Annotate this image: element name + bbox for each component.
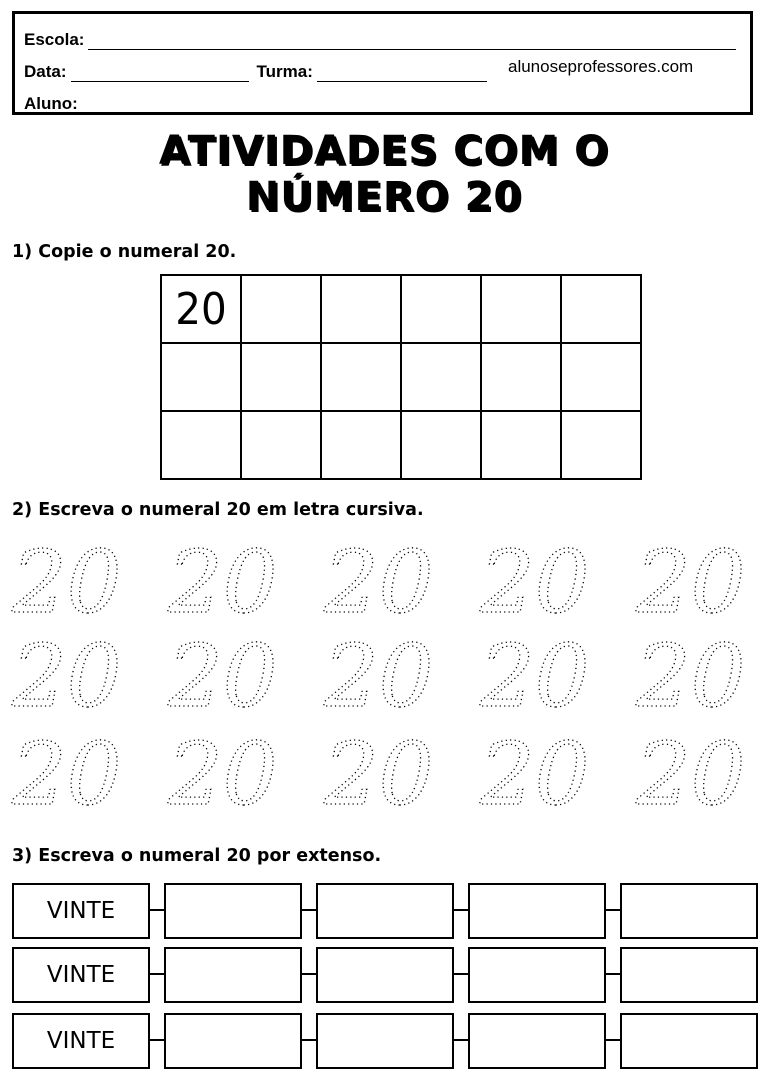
tracing-numeral: 20: [480, 533, 590, 633]
grid-row: [161, 411, 641, 479]
grid-row: [161, 343, 641, 411]
blank-box[interactable]: [620, 947, 758, 1003]
grid-cell[interactable]: [481, 411, 561, 479]
question-1: 1) Copie o numeral 20.: [12, 242, 237, 262]
grid-row: [161, 275, 641, 343]
grid-cell-model: [161, 275, 241, 343]
tracing-numeral: 20: [324, 533, 434, 633]
grid-cell[interactable]: [561, 411, 641, 479]
tracing-svg: [0, 530, 768, 820]
data-field[interactable]: [71, 67, 249, 82]
grid-cell[interactable]: [401, 411, 481, 479]
grid-cell[interactable]: [241, 275, 321, 343]
tracing-numeral: 20: [12, 627, 122, 727]
data-label: Data:: [24, 62, 67, 81]
grid-cell[interactable]: [161, 343, 241, 411]
grid-cell[interactable]: [561, 343, 641, 411]
connector: [454, 1039, 468, 1041]
grid-cell[interactable]: [241, 343, 321, 411]
blank-box[interactable]: [620, 1013, 758, 1069]
extenso-row: [12, 883, 758, 937]
aluno-label: Aluno:: [24, 94, 78, 113]
page-title: [0, 128, 768, 220]
grid-cell[interactable]: [401, 343, 481, 411]
escola-row: [24, 26, 736, 50]
connector: [150, 909, 164, 911]
turma-label: Turma:: [256, 62, 313, 81]
blank-box[interactable]: [316, 947, 454, 1003]
tracing-numeral: 20: [480, 627, 590, 727]
connector: [606, 1039, 620, 1041]
connector: [302, 1039, 316, 1041]
connector: [302, 909, 316, 911]
extenso-row: [12, 947, 758, 1001]
grid-cell[interactable]: [321, 275, 401, 343]
aluno-row: [24, 90, 732, 114]
blank-box[interactable]: [164, 947, 302, 1003]
title-line-2: NÚMERO 20: [245, 174, 523, 220]
tracing-numeral: 20: [636, 533, 746, 633]
blank-box[interactable]: [164, 883, 302, 939]
connector: [606, 973, 620, 975]
blank-box[interactable]: [316, 1013, 454, 1069]
blank-box[interactable]: [164, 1013, 302, 1069]
grid-cell[interactable]: [561, 275, 641, 343]
tracing-numeral: 20: [12, 533, 122, 633]
question-2: 2) Escreva o numeral 20 em letra cursiva.: [12, 500, 424, 520]
grid-cell[interactable]: [161, 411, 241, 479]
blank-box[interactable]: [468, 947, 606, 1003]
model-numeral: 20: [175, 283, 227, 335]
escola-label: Escola:: [24, 30, 85, 49]
grid-cell[interactable]: [321, 411, 401, 479]
word-box: VINTE: [12, 883, 150, 939]
word-box: VINTE: [12, 1013, 150, 1069]
data-turma-row: [24, 58, 487, 82]
tracing-numeral: 20: [324, 627, 434, 727]
tracing-numeral: 20: [324, 725, 434, 820]
tracing-numeral: 20: [636, 725, 746, 820]
grid-cell[interactable]: [241, 411, 321, 479]
connector: [150, 973, 164, 975]
grid-cell[interactable]: [401, 275, 481, 343]
blank-box[interactable]: [620, 883, 758, 939]
tracing-numeral: 20: [480, 725, 590, 820]
blank-box[interactable]: [316, 883, 454, 939]
question-3: 3) Escreva o numeral 20 por extenso.: [12, 846, 382, 866]
turma-field[interactable]: [317, 67, 487, 82]
aluno-field[interactable]: [82, 99, 732, 114]
blank-box[interactable]: [468, 1013, 606, 1069]
tracing-area: [0, 530, 768, 820]
title-line-1: ATIVIDADES COM O: [158, 128, 610, 174]
extenso-row: [12, 1013, 758, 1067]
word-box: VINTE: [12, 947, 150, 1003]
site-url: alunoseprofessores.com: [508, 57, 694, 76]
connector: [150, 1039, 164, 1041]
tracing-numeral: 20: [636, 627, 746, 727]
student-info-header: [12, 11, 753, 115]
tracing-numeral: 20: [12, 725, 122, 820]
tracing-numeral: 20: [168, 533, 278, 633]
blank-box[interactable]: [468, 883, 606, 939]
grid-cell[interactable]: [481, 275, 561, 343]
connector: [302, 973, 316, 975]
tracing-numeral: 20: [168, 627, 278, 727]
connector: [454, 909, 468, 911]
escola-field[interactable]: [88, 35, 736, 50]
connector: [454, 973, 468, 975]
tracing-numeral: 20: [168, 725, 278, 820]
grid-cell[interactable]: [321, 343, 401, 411]
connector: [606, 909, 620, 911]
copy-grid: [160, 274, 642, 480]
grid-cell[interactable]: [481, 343, 561, 411]
